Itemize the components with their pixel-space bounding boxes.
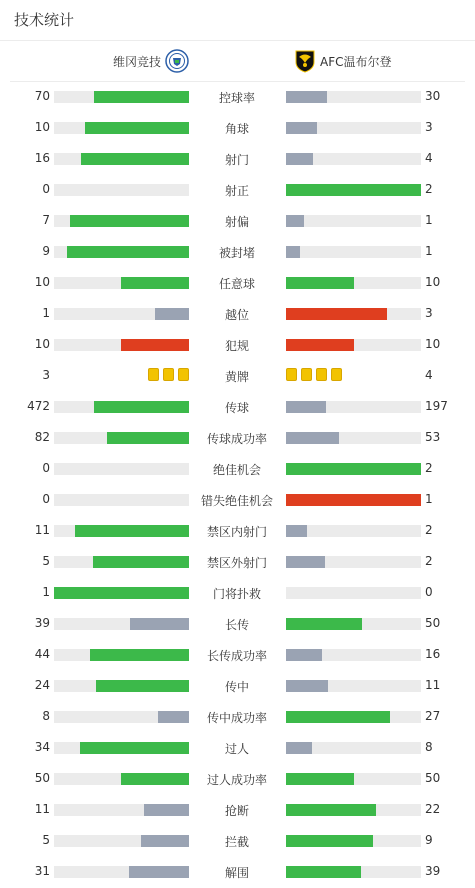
stat-row: [0, 174, 475, 205]
home-bar-fill: [94, 91, 189, 103]
home-bar-fill: [90, 649, 189, 661]
home-value: 0: [42, 182, 50, 196]
away-bar-fill: [286, 556, 325, 568]
away-yellow-cards: [286, 368, 342, 381]
stat-label: 传中成功率: [206, 711, 267, 725]
away-bar-track: [286, 804, 421, 816]
home-value: 10: [34, 275, 50, 289]
home-bar-track: [54, 680, 189, 692]
stat-label: 禁区内射门: [206, 525, 267, 539]
stat-row: [0, 391, 475, 422]
stat-row: [0, 670, 475, 701]
away-value: 30: [425, 89, 441, 103]
home-bar-fill: [130, 618, 189, 630]
away-bar-track: [286, 153, 421, 165]
home-value: 82: [34, 430, 50, 444]
away-bar-track: [286, 711, 421, 723]
away-bar-fill: [286, 432, 339, 444]
home-bar-fill: [94, 401, 189, 413]
home-bar-track: [54, 401, 189, 413]
stat-label: 犯规: [224, 339, 249, 353]
home-bar-fill: [81, 153, 189, 165]
home-bar-fill: [155, 308, 189, 320]
away-bar-track: [286, 432, 421, 444]
home-bar-track: [54, 246, 189, 258]
stat-label: 门将扑救: [212, 587, 261, 601]
stat-label: 射门: [224, 153, 249, 167]
stat-row: [0, 577, 475, 608]
away-bar-fill: [286, 866, 361, 878]
home-bar-track: [54, 308, 189, 320]
away-bar-fill: [286, 463, 421, 475]
home-value: 11: [34, 802, 50, 816]
away-bar-fill: [286, 773, 354, 785]
away-bar-fill: [286, 122, 317, 134]
stat-label: 黄牌: [224, 370, 249, 384]
away-bar-fill: [286, 618, 362, 630]
away-bar-track: [286, 184, 421, 196]
home-bar-fill: [75, 525, 189, 537]
away-bar-track: [286, 401, 421, 413]
stats-list: [0, 81, 475, 887]
away-value: 16: [425, 647, 441, 661]
home-bar-track: [54, 773, 189, 785]
away-bar-fill: [286, 339, 354, 351]
home-bar-track: [54, 339, 189, 351]
home-bar-fill: [144, 804, 189, 816]
home-bar-fill: [70, 215, 189, 227]
away-bar-fill: [286, 91, 327, 103]
away-bar-fill: [286, 308, 387, 320]
title-divider: [0, 40, 475, 41]
away-value: 197: [425, 399, 448, 413]
away-value: 10: [425, 337, 441, 351]
away-bar-fill: [286, 277, 354, 289]
home-bar-track: [54, 494, 189, 506]
home-value: 1: [42, 585, 50, 599]
stat-label: 禁区外射门: [206, 556, 267, 570]
away-value: 10: [425, 275, 441, 289]
home-value: 44: [34, 647, 50, 661]
home-bar-track: [54, 153, 189, 165]
stat-row: [0, 763, 475, 794]
away-value: 1: [425, 213, 433, 227]
stat-row: [0, 143, 475, 174]
stat-row: [0, 360, 475, 391]
home-value: 5: [42, 833, 50, 847]
stat-label: 射正: [224, 184, 249, 198]
home-value: 34: [34, 740, 50, 754]
away-bar-track: [286, 742, 421, 754]
home-bar-track: [54, 649, 189, 661]
away-bar-track: [286, 91, 421, 103]
away-bar-fill: [286, 742, 312, 754]
home-bar-track: [54, 804, 189, 816]
home-bar-fill: [141, 835, 189, 847]
stat-row: [0, 453, 475, 484]
home-team: [113, 48, 189, 74]
home-bar-track: [54, 91, 189, 103]
home-value: 0: [42, 492, 50, 506]
stat-row: [0, 422, 475, 453]
stat-label: 传中: [224, 680, 249, 694]
home-bar-fill: [129, 866, 189, 878]
away-bar-track: [286, 525, 421, 537]
away-bar-track: [286, 215, 421, 227]
away-bar-track: [286, 308, 421, 320]
stat-row: [0, 515, 475, 546]
home-bar-track: [54, 277, 189, 289]
stat-row: [0, 701, 475, 732]
away-bar-fill: [286, 711, 390, 723]
away-value: 2: [425, 182, 433, 196]
stat-label: 任意球: [218, 277, 255, 291]
away-value: 2: [425, 554, 433, 568]
away-bar-track: [286, 618, 421, 630]
home-bar-track: [54, 742, 189, 754]
home-value: 70: [34, 89, 50, 103]
away-value: 2: [425, 461, 433, 475]
home-bar-fill: [96, 680, 189, 692]
home-bar-track: [54, 122, 189, 134]
away-value: 0: [425, 585, 433, 599]
home-bar-track: [54, 432, 189, 444]
home-bar-track: [54, 215, 189, 227]
stat-label: 抢断: [224, 804, 249, 818]
stat-row: [0, 825, 475, 856]
away-bar-track: [286, 866, 421, 878]
away-team-crest-icon: [293, 49, 317, 73]
home-value: 24: [34, 678, 50, 692]
home-value: 10: [34, 120, 50, 134]
stat-label: 控球率: [218, 91, 255, 105]
away-value: 53: [425, 430, 441, 444]
stat-label: 解围: [224, 866, 249, 880]
home-value: 472: [27, 399, 50, 413]
home-yellow-cards: [148, 368, 189, 381]
away-bar-fill: [286, 215, 304, 227]
stat-row: [0, 267, 475, 298]
away-bar-fill: [286, 525, 307, 537]
away-bar-track: [286, 773, 421, 785]
away-bar-fill: [286, 153, 313, 165]
home-value: 11: [34, 523, 50, 537]
away-bar-fill: [286, 835, 373, 847]
away-value: 4: [425, 151, 433, 165]
home-value: 16: [34, 151, 50, 165]
home-bar-track: [54, 184, 189, 196]
stat-row: [0, 794, 475, 825]
away-bar-track: [286, 556, 421, 568]
home-bar-fill: [121, 339, 189, 351]
away-bar-fill: [286, 649, 322, 661]
yellow-card-icon: [316, 368, 327, 381]
home-bar-track: [54, 866, 189, 878]
away-bar-track: [286, 246, 421, 258]
home-bar-track: [54, 525, 189, 537]
stat-row: [0, 298, 475, 329]
home-bar-fill: [121, 277, 189, 289]
away-value: 22: [425, 802, 441, 816]
home-bar-fill: [158, 711, 189, 723]
home-bar-fill: [93, 556, 189, 568]
away-value: 9: [425, 833, 433, 847]
home-bar-fill: [121, 773, 189, 785]
away-bar-fill: [286, 494, 421, 506]
stat-label: 拦截: [224, 835, 249, 849]
stat-label: 长传成功率: [206, 649, 267, 663]
away-value: 1: [425, 492, 433, 506]
away-bar-track: [286, 122, 421, 134]
stat-row: [0, 546, 475, 577]
home-value: 8: [42, 709, 50, 723]
stat-label: 被封堵: [218, 246, 255, 260]
home-value: 39: [34, 616, 50, 630]
home-value: 10: [34, 337, 50, 351]
away-value: 50: [425, 771, 441, 785]
stat-row: [0, 329, 475, 360]
away-bar-fill: [286, 401, 326, 413]
stat-label: 射偏: [224, 215, 249, 229]
away-bar-track: [286, 494, 421, 506]
home-bar-fill: [67, 246, 189, 258]
away-bar-track: [286, 649, 421, 661]
away-value: 3: [425, 120, 433, 134]
stat-row: [0, 608, 475, 639]
away-value: 27: [425, 709, 441, 723]
home-team-crest-icon: [165, 49, 189, 73]
away-bar-track: [286, 463, 421, 475]
home-value: 3: [42, 368, 50, 382]
away-bar-track: [286, 277, 421, 289]
home-bar-track: [54, 556, 189, 568]
home-value: 31: [34, 864, 50, 878]
stat-row: [0, 484, 475, 515]
home-value: 5: [42, 554, 50, 568]
home-value: 9: [42, 244, 50, 258]
stat-label: 错失绝佳机会: [200, 494, 273, 508]
stat-row: [0, 856, 475, 887]
home-bar-track: [54, 463, 189, 475]
stat-row: [0, 81, 475, 112]
page-title: 技术统计: [14, 11, 75, 29]
yellow-card-icon: [331, 368, 342, 381]
stat-label: 传球: [224, 401, 249, 415]
home-bar-track: [54, 618, 189, 630]
stat-label: 长传: [224, 618, 249, 632]
home-bar-track: [54, 835, 189, 847]
away-bar-fill: [286, 184, 421, 196]
stat-label: 绝佳机会: [212, 463, 261, 477]
away-bar-track: [286, 835, 421, 847]
stat-row: [0, 236, 475, 267]
away-value: 50: [425, 616, 441, 630]
home-bar-fill: [80, 742, 189, 754]
away-bar-track: [286, 339, 421, 351]
away-team: [293, 48, 392, 74]
stat-row: [0, 112, 475, 143]
away-value: 4: [425, 368, 433, 382]
yellow-card-icon: [301, 368, 312, 381]
away-value: 3: [425, 306, 433, 320]
home-bar-track: [54, 587, 189, 599]
stat-label: 过人成功率: [206, 773, 267, 787]
away-value: 39: [425, 864, 441, 878]
home-bar-fill: [54, 587, 189, 599]
yellow-card-icon: [286, 368, 297, 381]
away-bar-track: [286, 680, 421, 692]
stat-row: [0, 205, 475, 236]
stat-label: 越位: [224, 308, 249, 322]
stat-row: [0, 639, 475, 670]
home-value: 7: [42, 213, 50, 227]
home-value: 1: [42, 306, 50, 320]
stat-label: 角球: [224, 122, 249, 136]
home-team-name: 维冈竞技: [113, 54, 162, 69]
home-bar-fill: [107, 432, 189, 444]
away-value: 8: [425, 740, 433, 754]
home-value: 0: [42, 461, 50, 475]
home-bar-fill: [85, 122, 189, 134]
stat-row: [0, 732, 475, 763]
yellow-card-icon: [148, 368, 159, 381]
yellow-card-icon: [178, 368, 189, 381]
away-value: 11: [425, 678, 441, 692]
away-value: 2: [425, 523, 433, 537]
stat-label: 传球成功率: [206, 432, 267, 446]
home-value: 50: [34, 771, 50, 785]
away-bar-fill: [286, 680, 328, 692]
away-bar-track: [286, 587, 421, 599]
away-bar-fill: [286, 246, 300, 258]
away-bar-fill: [286, 804, 376, 816]
away-value: 1: [425, 244, 433, 258]
home-bar-track: [54, 711, 189, 723]
away-team-name: AFC温布尔登: [320, 54, 392, 69]
stat-label: 过人: [224, 742, 249, 756]
yellow-card-icon: [163, 368, 174, 381]
